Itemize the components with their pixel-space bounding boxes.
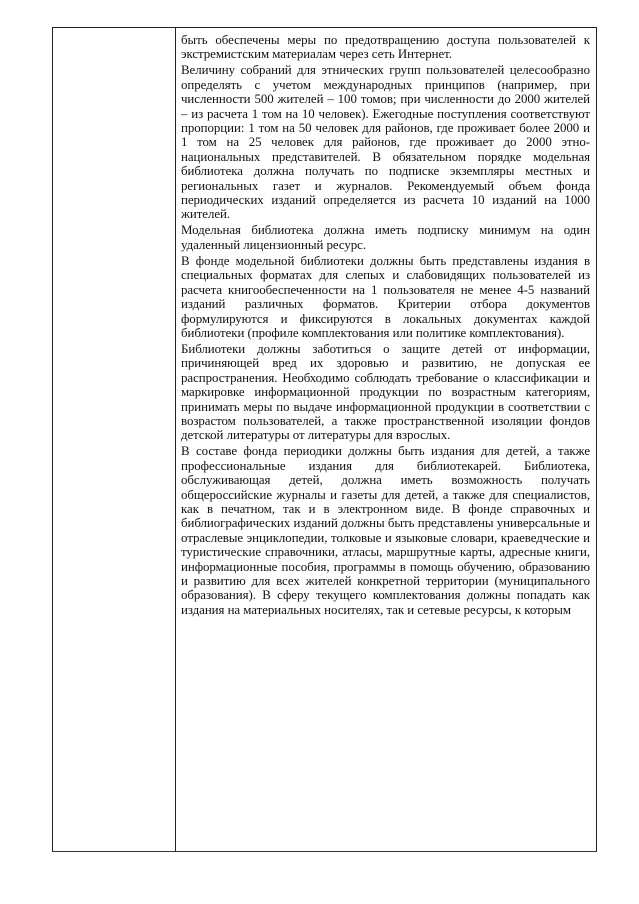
paragraph-periodicals-children: В составе фонда периодики должны быть издания для детей, а также профессиональные издания для библиотекарей. Библиотека, обслуживающая детей, должна иметь возможность получать общероссийские журналы и газеты для детей, а также для специалистов, как в печатном, так и в электронном виде. В фонде справочных и библиографических изданий должны быть представлены универсальные и отраслевые энциклопедии, толковые и языковые словари, краеведческие и туристические справочники, атласы, маршрутные карты, адресные книги, информационные пособия, программы в помощь обучению, образованию и развитию для всех жителей конкретной территории (муниципального образования). В сферу текущего комплектования должны попадать как издания на материальных носителях, так и сетевые ресурсы, к которым [181,444,590,617]
column-divider [175,27,176,852]
paragraph-extremist-materials: быть обеспечены меры по предотвращению доступа пользователей к экстремистским материалам через сеть Интернет. [181,33,590,62]
paragraph-licensed-resource: Модельная библиотека должна иметь подписку минимум на один удаленный лицензионный ресурс. [181,223,590,252]
paragraph-ethnic-collections: Величину собраний для этнических групп пользователей целесообразно определять с учетом международных принципов (например, при численности 500 жителей – 100 томов; при численности до 2000 жителей – из расчета 1 том на 10 человек). Ежегодные поступления соответствуют пропорции: 1 том на 50 человек для районов, где проживает более 2000 и 1 том на 25 человек для районов, где проживает до 2000 этно-национальных представителей. В обязательном порядке модельная библиотека должна получать по подписке экземпляры местных и региональных газет и журналов. Рекомендуемый объем фонда периодических изданий определяется из расчета 10 изданий на 1000 жителей. [181,63,590,222]
paragraph-special-formats: В фонде модельной библиотеки должны быть представлены издания в специальных форматах для слепых и слабовидящих пользователей из расчета книгообеспеченности на 1 пользователя не менее 4-5 названий изданий различных форматов. Критерии отбора документов формулируются и фиксируются в локальных документах каждой библиотеки (профиле комплектования или политике комплектования). [181,253,590,340]
table-bottom-line [52,851,597,852]
paragraph-child-protection: Библиотеки должны заботиться о защите детей от информации, причиняющей вред их здоровью и развитию, не допуская ее распространения. Необходимо соблюдать требование о классификации и маркировке информационной продукции по возрастным категориям, принимать меры по выдаче информационной продукции в соответствии с возрастом пользователей, а также пространственной изоляции фондов детской литературы от литературы для взрослых. [181,341,590,443]
text-cell [181,33,590,849]
